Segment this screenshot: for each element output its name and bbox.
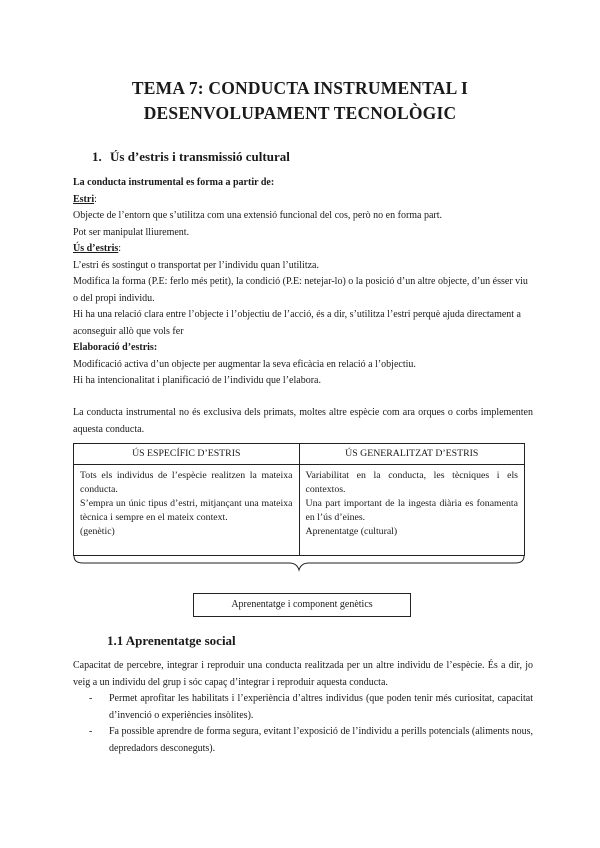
elaboracio-line: Modificació activa d’un objecte per augmentar la seva eficàcia en relació a l’objectiu. — [73, 358, 416, 370]
us-label: Ús d’estris — [73, 243, 119, 254]
section-1-1-body — [73, 658, 533, 757]
cell-line: Variabilitat en la conducta, les tècniques i els contextos. — [305, 470, 518, 495]
us-line: L’estri és sostingut o transportat per l’individu quan l’utilitza. — [73, 259, 319, 271]
list-item — [73, 724, 533, 757]
elaboracio-label: Elaboració d’estris: — [73, 342, 158, 353]
elaboracio-line: Hi ha intencionalitat i planificació de l’individu que l’elabora. — [73, 375, 321, 386]
estri-colon: : — [94, 193, 97, 205]
us-line: Hi ha una relació clara entre l’objecte i l’objectiu de l’acció, és a dir, s’utilitza l’estri perquè ajuda directament a aconseguir allò que vols fer — [73, 309, 521, 337]
social-learning-list — [73, 691, 533, 757]
learning-genetics-box: Aprenentatge i component genètics — [193, 593, 411, 617]
bullet-dash: - — [89, 726, 93, 737]
cell-line: Aprenentatge (cultural) — [305, 526, 398, 537]
section-1-heading — [92, 149, 290, 165]
table-header-row — [74, 444, 525, 465]
title-line-2: DESENVOLUPAMENT TECNOLÒGIC — [143, 103, 457, 123]
us-colon: : — [118, 243, 122, 254]
cell-line: (genètic) — [80, 526, 115, 537]
bullet-dash: - — [89, 693, 93, 704]
section-1-1-heading: 1.1 Aprenentatge social — [107, 633, 236, 648]
section-1-number: 1. — [92, 149, 102, 164]
social-learning-paragraph: Capacitat de percebre, integrar i reproduir una conducta realitzada per un altre individu de l’espècie. És a dir, jo veig a un individu del grup i sóc capaç d’integrar i reproduir aquesta conducta. — [73, 660, 533, 688]
list-item-text: Permet aprofitar les habilitats i l’experiència d’altres individus (que poden tenir més curiositat, capacitat d’invenció o experiències insòlites). — [109, 693, 533, 721]
estri-line: Objecte de l’entorn que s’utilitza com una extensió funcional del cos, però no en forma part. — [73, 210, 443, 221]
estri-label: Estri — [73, 193, 95, 205]
estri-line: Pot ser manipulat lliurement. — [73, 226, 190, 238]
table-cell-specific — [74, 465, 300, 556]
us-line: Modifica la forma (P.E: ferlo més petit), la condició (P.E: netejar-lo) o la posició d’un altre objecte, d’un ésser viu o del propi individu. — [73, 276, 528, 304]
cell-line: Una part important de la ingesta diària es fonamenta en l’ús d’eines. — [305, 498, 518, 523]
table-row — [74, 465, 525, 556]
primates-paragraph: La conducta instrumental no és exclusiva dels primats, moltes altre espècie com ara orques o corbs implementen aquesta conducta. — [73, 407, 533, 435]
page-title — [60, 76, 540, 126]
us-heading — [73, 241, 533, 258]
comparison-table — [73, 443, 525, 556]
curly-brace-icon — [73, 554, 525, 572]
estri-heading — [73, 192, 533, 209]
title-line-1: TEMA 7: CONDUCTA INSTRUMENTAL I — [131, 78, 469, 98]
intro-block — [73, 175, 533, 390]
intro-bold-line: La conducta instrumental es forma a partir de: — [73, 177, 275, 188]
table-cell-general — [299, 465, 525, 556]
table-header-specific: ÚS ESPECÍFIC D’ESTRIS — [74, 444, 300, 465]
table-header-general: ÚS GENERALITZAT D’ESTRIS — [299, 444, 525, 465]
cell-line: Tots els individus de l’espècie realitzen la mateixa conducta. — [80, 470, 293, 495]
list-item — [73, 691, 533, 724]
section-1-title: Ús d’estris i transmissió cultural — [110, 149, 290, 164]
cell-line: S’empra un únic tipus d’estri, mitjançant una mateixa tècnica i sempre en el mateix context. — [80, 498, 293, 523]
list-item-text: Fa possible aprendre de forma segura, evitant l’exposició de l’individu a perills potencials (aliments nous, depredadors desconeguts). — [109, 726, 533, 754]
